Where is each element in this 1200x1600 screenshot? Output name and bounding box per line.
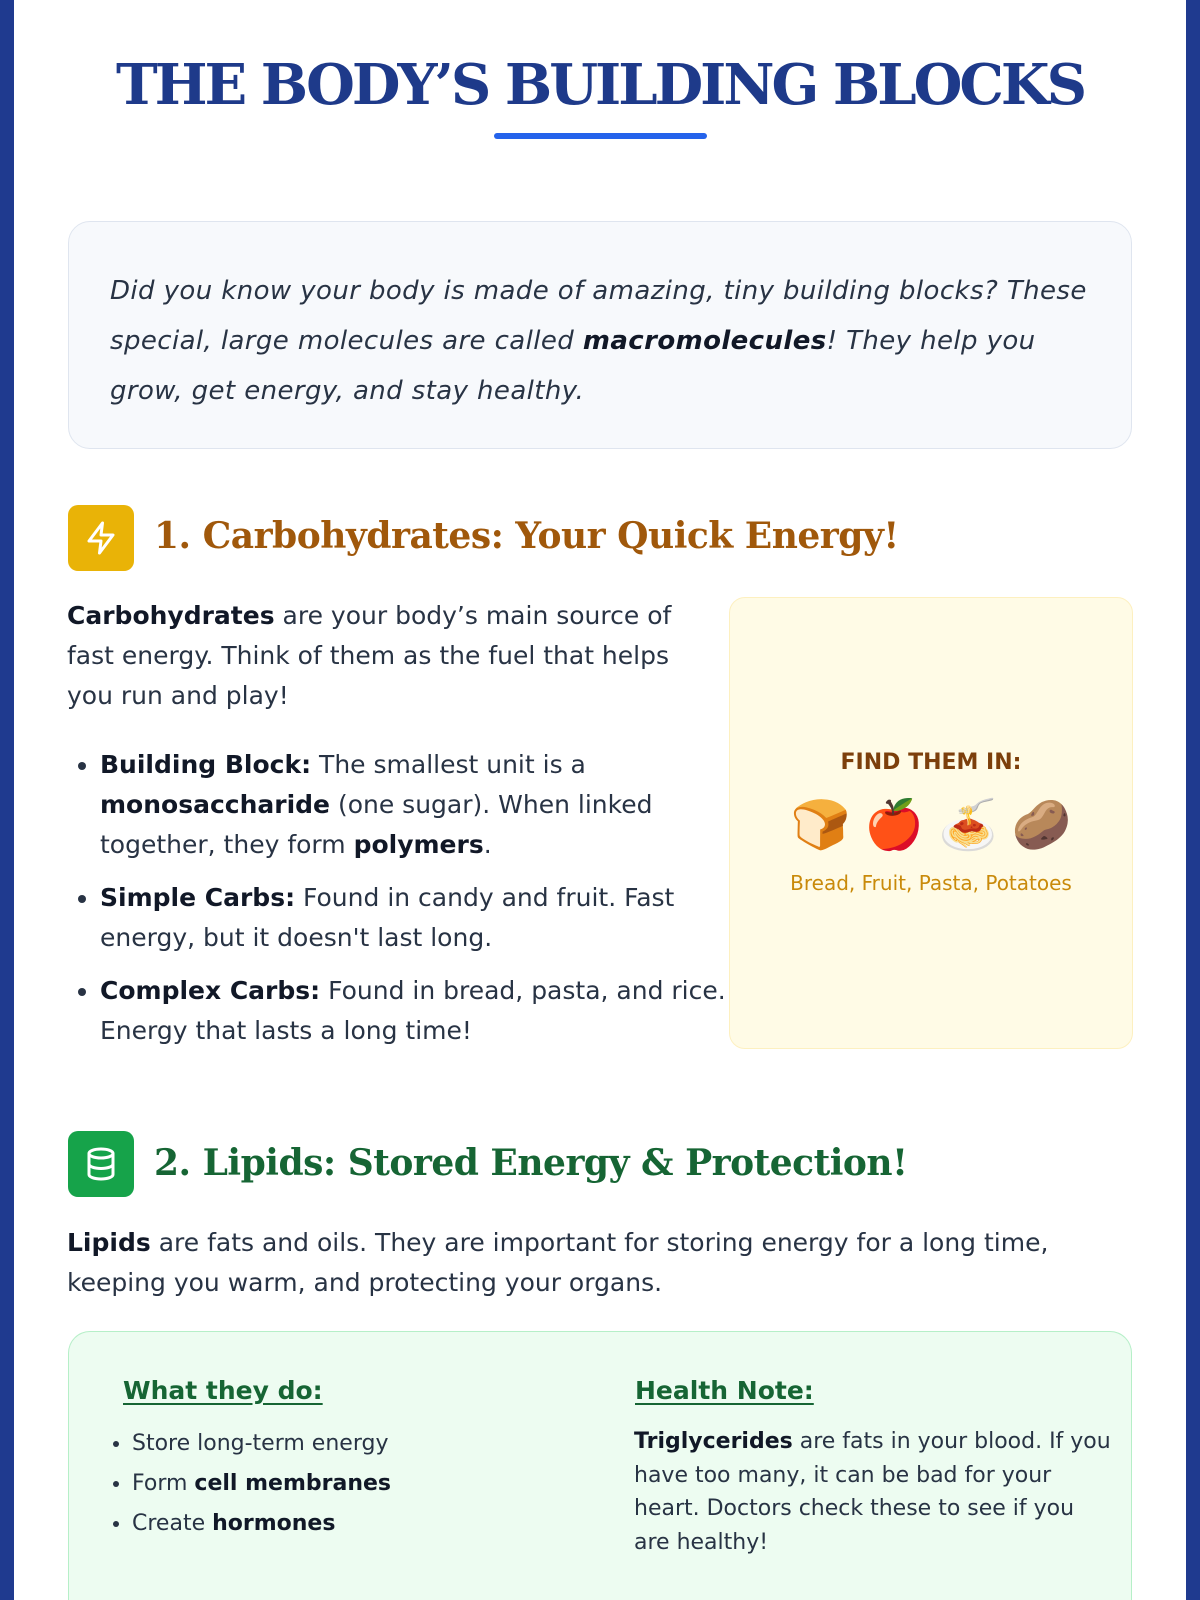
intro-highlight: macromolecules — [582, 326, 827, 356]
list-item — [132, 1424, 391, 1464]
list-item-term: hormones — [212, 1511, 336, 1536]
lipids-intro-rest: are fats and oils. They are important for storing energy for a long time, keeping you warm, and protecting your organs. — [67, 1228, 1049, 1297]
list-item-text: Form — [132, 1471, 195, 1496]
carbs-bullet-list — [67, 745, 730, 1064]
list-item — [100, 745, 730, 865]
bullet-text: Found in candy and fruit. Fast energy, but it doesn't last long. — [100, 883, 675, 952]
apple-icon: 🍎 — [864, 797, 924, 853]
what-they-do-heading: What they do: — [123, 1376, 323, 1405]
find-them-heading: FIND THEM IN: — [840, 750, 1022, 775]
health-note-text — [634, 1425, 1114, 1559]
health-note-rest: are fats in your blood. If you have too many, it can be bad for your heart. Doctors check these to see if you are healthy! — [634, 1429, 1111, 1555]
lipids-section-title: 2. Lipids: Stored Energy & Protection! — [154, 1142, 908, 1184]
lipids-intro — [67, 1223, 1147, 1303]
bullet-label: Complex Carbs: — [100, 976, 321, 1005]
health-term: Triglycerides — [634, 1429, 793, 1454]
bullet-text: Found in bread, pasta, and rice. Energy that lasts a long time! — [100, 976, 726, 1045]
title-underline — [494, 133, 707, 139]
bullet-text: (one sugar). When linked together, they form — [100, 790, 653, 859]
health-note-heading: Health Note: — [635, 1376, 814, 1405]
list-item-text: Store long-term energy — [132, 1431, 389, 1456]
bullet-label: Simple Carbs: — [100, 883, 296, 912]
list-item-text: Create — [132, 1511, 213, 1536]
carbs-section-title: 1. Carbohydrates: Your Quick Energy! — [154, 515, 899, 557]
bullet-label: Building Block: — [100, 750, 312, 779]
list-item — [132, 1464, 391, 1504]
food-icons — [730, 793, 1132, 857]
carbs-intro-rest: are your body’s main source of fast energy. Think of them as the fuel that helps you run and play! — [67, 601, 672, 710]
carbs-term: Carbohydrates — [67, 601, 275, 630]
list-item-term: cell membranes — [194, 1471, 392, 1496]
bullet-text: . — [483, 830, 492, 859]
food-caption: Bread, Fruit, Pasta, Potatoes — [790, 871, 1072, 895]
what-they-do-list — [99, 1424, 391, 1544]
list-item — [100, 971, 730, 1051]
bread-icon: 🍞 — [790, 797, 851, 853]
find-them-card — [729, 597, 1133, 1049]
list-item — [100, 878, 730, 958]
database-icon — [68, 1131, 134, 1197]
bullet-term: polymers — [353, 830, 484, 859]
intro-text-end: ! They help you grow, get energy, and stay healthy. — [110, 326, 1036, 406]
carbs-intro — [67, 596, 687, 716]
bullet-text: The smallest unit is a — [311, 750, 586, 779]
lipids-term: Lipids — [67, 1228, 151, 1257]
page-title: THE BODY’S BUILDING BLOCKS — [115, 52, 1085, 118]
potato-icon: 🥔 — [1011, 797, 1072, 853]
intro-box — [68, 221, 1132, 449]
lightning-bolt-icon — [68, 505, 134, 571]
intro-text — [110, 266, 1091, 416]
intro-text-start: Did you know your body is made of amazing, tiny building blocks? These special, large molecules are called — [110, 276, 1087, 356]
list-item — [132, 1504, 391, 1544]
page — [14, 0, 1186, 1600]
bullet-term: monosaccharide — [100, 790, 331, 819]
pasta-icon: 🍝 — [938, 797, 998, 853]
